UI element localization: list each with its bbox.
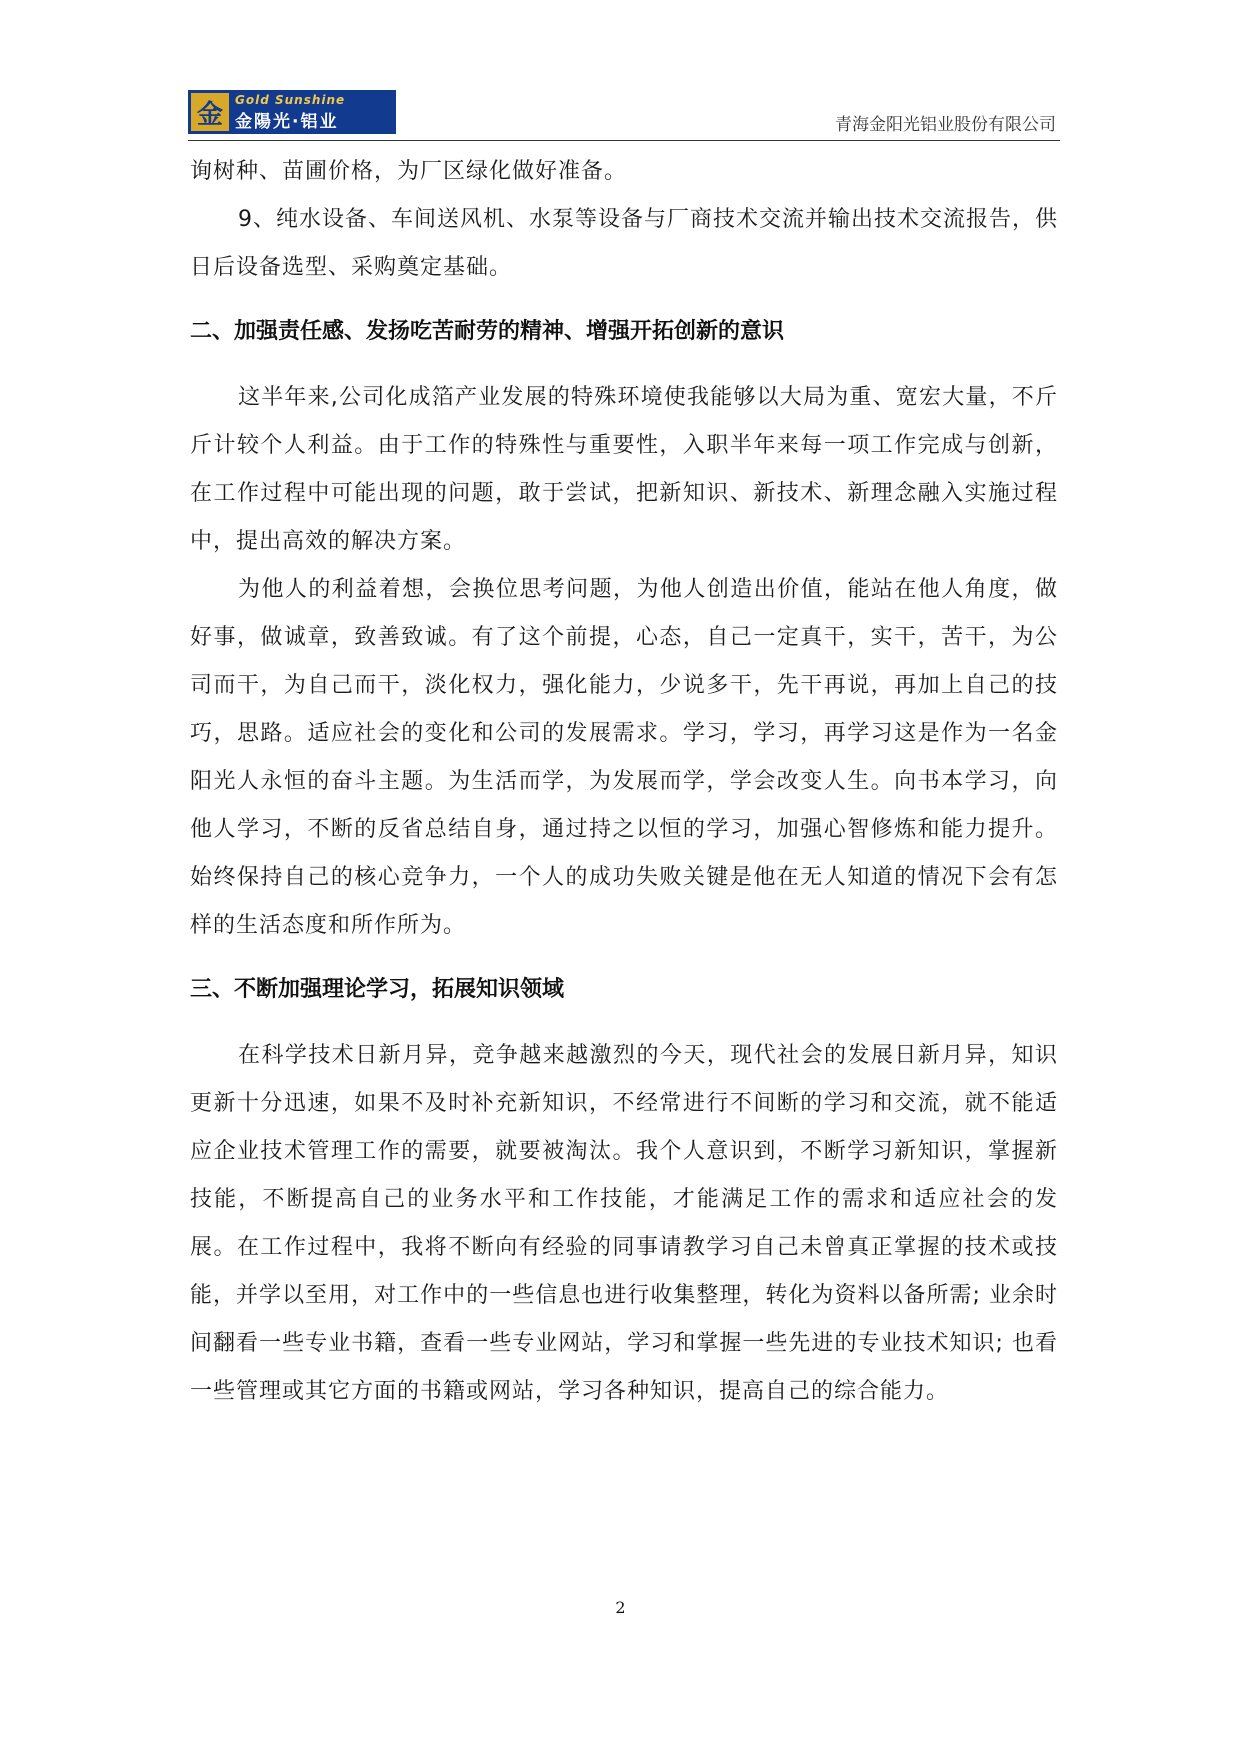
logo-chinese-name: 金陽光·铝业: [235, 111, 339, 132]
logo-mark: 金: [191, 93, 229, 131]
paragraph-item-9: 9、纯水设备、车间送风机、水泵等设备与厂商技术交流并输出技术交流报告，供日后设备选型、采购奠定基础。: [190, 207, 1058, 280]
section-heading-2: 二、加强责任感、发扬吃苦耐劳的精神、增强开拓创新的意识: [190, 319, 785, 344]
page-header: [188, 86, 1060, 141]
paragraph-2a: 这半年来,公司化成箔产业发展的特殊环境使我能够以大局为重、宽宏大量，不斤斤计较个人利益。由于工作的特殊性与重要性，入职半年来每一项工作完成与创新，在工作过程中可能出现的问题，敢于尝试，把新知识、新技术、新理念融入实施过程中，提出高效的解决方案。: [190, 385, 1058, 554]
logo-english-name: Gold Sunshine: [235, 92, 346, 107]
paragraph-2b: 为他人的利益着想，会换位思考问题，为他人创造出价值，能站在他人角度，做好事，做诚章，致善致诚。有了这个前提，心态，自己一定真干，实干，苦干，为公司而干，为自己而干，淡化权力，强化能力，少说多干，先干再说，再加上自己的技巧，思路。适应社会的变化和公司的发展需求。学习，学习，再学习这是作为一名金阳光人永恒的奋斗主题。为生活而学，为发展而学，学会改变人生。向书本学习，向他人学习，不断的反省总结自身，通过持之以恒的学习，加强心智修炼和能力提升。始终保持自己的核心竞争力，一个人的成功失败关键是他在无人知道的情况下会有怎样的生活态度和所作所为。: [190, 577, 1058, 938]
section-heading-3: 三、不断加强理论学习，拓展知识领域: [190, 977, 565, 1002]
paragraph-continued: 询树种、苗圃价格，为厂区绿化做好准备。: [190, 159, 628, 184]
company-name: 青海金阳光铝业股份有限公司: [835, 115, 1056, 135]
page-number: 2: [615, 1598, 626, 1617]
company-logo: [188, 90, 396, 134]
logo-text: [235, 93, 345, 132]
document-body: [190, 148, 1058, 1416]
paragraph-3a: 在科学技术日新月异，竞争越来越激烈的今天，现代社会的发展日新月异，知识更新十分迅速，如果不及时补充新知识，不经常进行不间断的学习和交流，就不能适应企业技术管理工作的需要，就要被淘汰。我个人意识到，不断学习新知识，掌握新技能，不断提高自己的业务水平和工作技能，才能满足工作的需求和适应社会的发展。在工作过程中，我将不断向有经验的同事请教学习自己未曾真正掌握的技术或技能，并学以至用，对工作中的一些信息也进行收集整理，转化为资料以备所需; 业余时间翻看一些专业书籍，查看一些专业网站，学习和掌握一些先进的专业技术知识; 也看一些管理或其它方面的书籍或网站，学习各种知识，提高自己的综合能力。: [190, 1043, 1058, 1404]
